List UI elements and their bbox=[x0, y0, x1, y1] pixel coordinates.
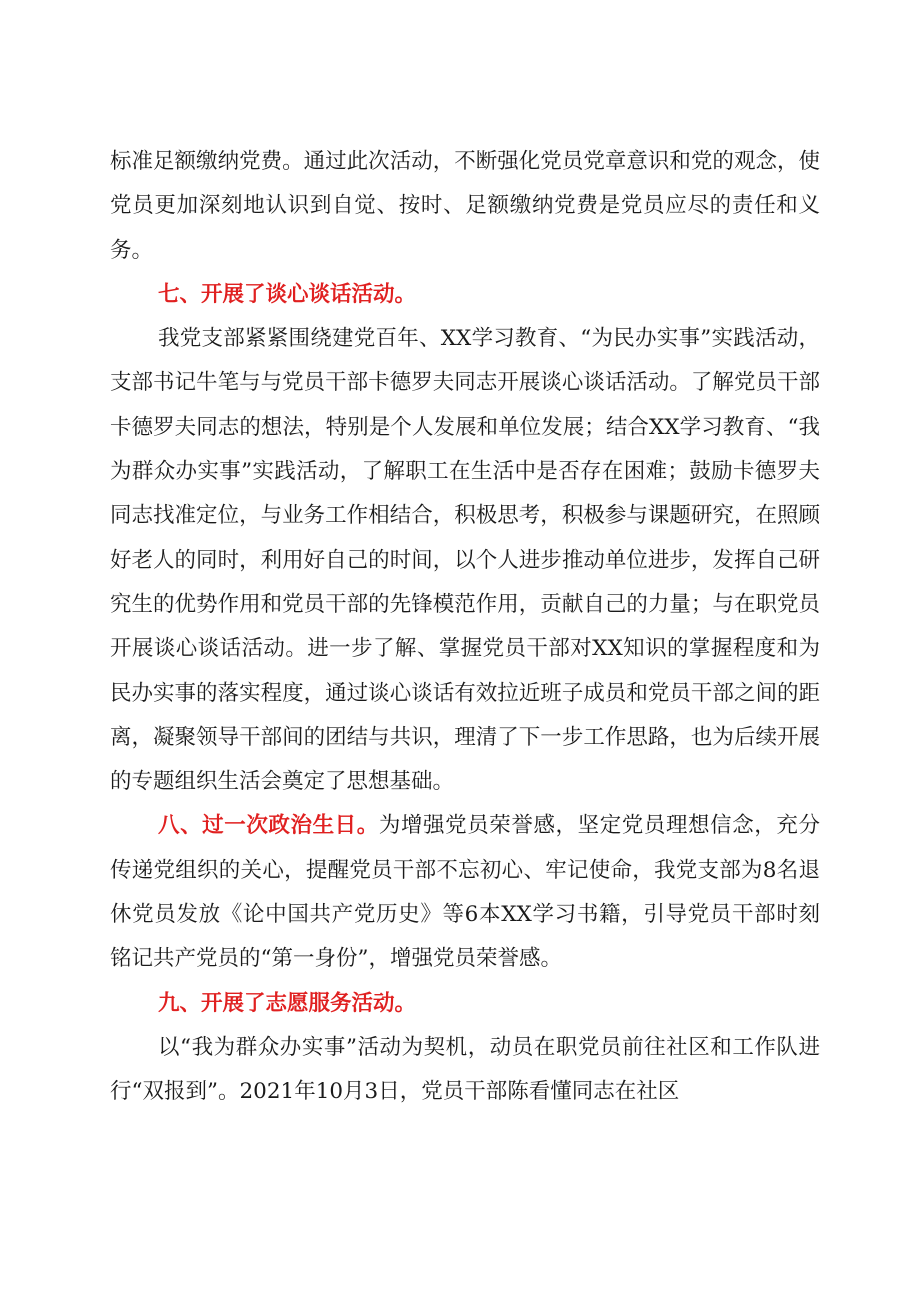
paragraph-political-birthday-text: 为增强党员荣誉感，坚定党员理想信念，充分传递党组织的关心，提醒党员干部不忘初心、牢记使命，我党支部为8名退休党员发放《论中国共产党历史》等6本XX学习书籍，引导党员干部时刻铭记共产党员的“第一身份”，增强党员荣誉感。 bbox=[110, 813, 820, 972]
heading-section-7: 七、开展了谈心谈话活动。 bbox=[158, 281, 417, 307]
paragraph-political-birthday bbox=[110, 804, 820, 981]
heading-section-8: 八、过一次政治生日。 bbox=[158, 813, 379, 839]
paragraph-talk-activity: 我党支部紧紧围绕建党百年、XX学习教育、“为民办实事”实践活动，支部书记牛笔与与党员干部卡德罗夫同志开展谈心谈话活动。了解党员干部卡德罗夫同志的想法，特别是个人发展和单位发展；结合XX学习教育、“我为群众办实事”实践活动，了解职工在生活中是否存在困难；鼓励卡德罗夫同志找准定位，与业务工作相结合，积极思考，积极参与课题研究，在照顾好老人的同时，利用好自己的时间，以个人进步推动单位进步，发挥自己研究生的优势作用和党员干部的先锋模范作用，贡献自己的力量；与在职党员开展谈心谈话活动。进一步了解、掌握党员干部对XX知识的掌握程度和为民办实事的落实程度，通过谈心谈话有效拉近班子成员和党员干部之间的距离，凝聚领导干部间的团结与共识，理清了下一步工作思路，也为后续开展的专题组织生活会奠定了思想基础。 bbox=[110, 326, 820, 795]
paragraph-dues: 标准足额缴纳党费。通过此次活动，不断强化党员党章意识和党的观念，使党员更加深刻地认识到自觉、按时、足额缴纳党费是党员应尽的责任和义务。 bbox=[110, 149, 820, 263]
document-body bbox=[110, 140, 820, 1115]
heading-section-9: 九、开展了志愿服务活动。 bbox=[158, 990, 417, 1016]
paragraph-volunteer: 以“我为群众办实事”活动为契机，动员在职党员前往社区和工作队进行“双报到”。2021年10月3日，党员干部陈看懂同志在社区 bbox=[110, 1034, 820, 1105]
